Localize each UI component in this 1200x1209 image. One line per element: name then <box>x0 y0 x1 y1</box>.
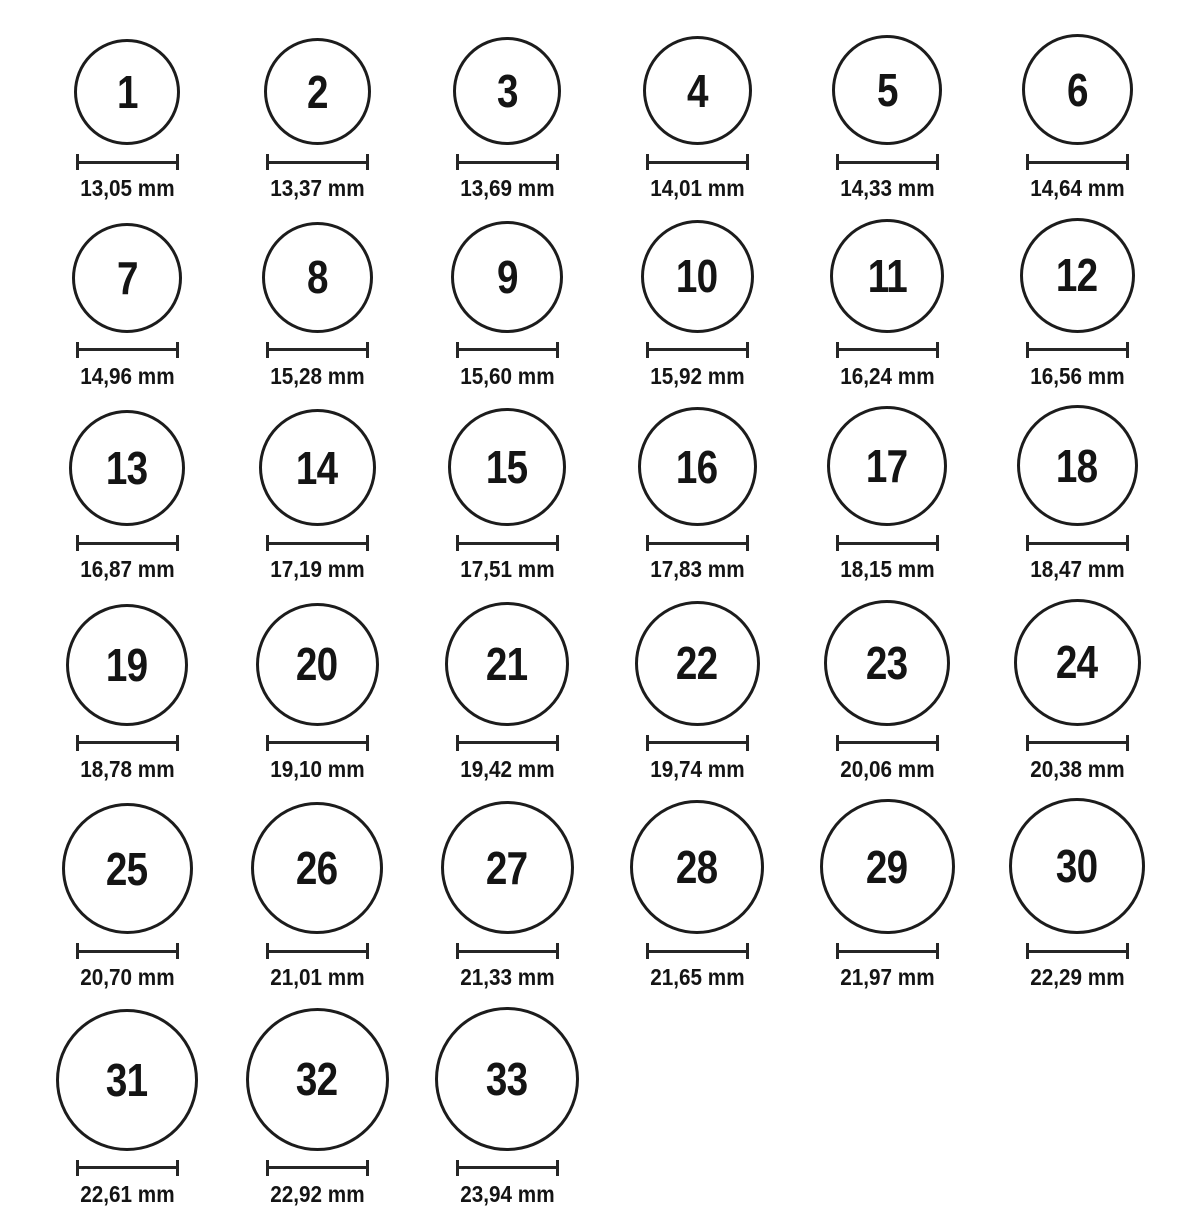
measure-line <box>459 950 556 953</box>
measure-tick-right-icon <box>176 535 179 551</box>
ring-size-item <box>602 407 792 584</box>
diameter-label: 16,56 mm <box>1029 362 1125 389</box>
measure-tick-right-icon <box>366 154 369 170</box>
measure-line <box>269 161 366 164</box>
ring-circle <box>435 1007 579 1151</box>
ring-size-item <box>222 38 412 203</box>
diameter-measure <box>836 735 939 751</box>
measure-line <box>649 542 746 545</box>
diameter-label: 20,38 mm <box>1029 755 1125 782</box>
ring-size-item <box>602 220 792 391</box>
diameter-measure <box>456 1160 559 1176</box>
ring-circle <box>445 602 569 726</box>
ring-size-item <box>412 1007 602 1209</box>
diameter-measure <box>266 943 369 959</box>
ring-size-row <box>32 218 1200 391</box>
measure-line <box>269 950 366 953</box>
ring-size-number: 5 <box>876 64 898 116</box>
ring-size-number: 21 <box>486 637 528 690</box>
diameter-label: 18,15 mm <box>839 556 935 583</box>
measure-tick-right-icon <box>556 154 559 170</box>
measure-line <box>649 741 746 744</box>
diameter-label: 16,24 mm <box>839 362 935 389</box>
measure-tick-right-icon <box>556 943 559 959</box>
diameter-measure <box>266 154 369 170</box>
diameter-measure <box>1026 342 1129 358</box>
diameter-label: 14,96 mm <box>79 362 175 389</box>
ring-size-number: 29 <box>866 840 908 893</box>
diameter-label: 15,28 mm <box>269 362 365 389</box>
measure-line <box>459 542 556 545</box>
ring-size-number: 14 <box>296 441 338 494</box>
measure-tick-right-icon <box>936 943 939 959</box>
measure-line <box>459 348 556 351</box>
ring-circle <box>1009 798 1145 934</box>
measure-line <box>459 161 556 164</box>
ring-circle <box>638 407 757 526</box>
measure-line <box>1029 741 1126 744</box>
ring-size-number: 7 <box>116 251 138 304</box>
diameter-measure <box>456 735 559 751</box>
ring-size-item <box>792 799 982 992</box>
diameter-label: 16,87 mm <box>79 556 175 583</box>
ring-size-item <box>222 1008 412 1209</box>
measure-line <box>459 741 556 744</box>
measure-tick-right-icon <box>366 943 369 959</box>
diameter-measure <box>266 735 369 751</box>
measure-tick-right-icon <box>746 342 749 358</box>
measure-tick-right-icon <box>936 154 939 170</box>
ring-size-number: 1 <box>116 66 138 118</box>
diameter-label: 15,60 mm <box>459 362 555 389</box>
diameter-measure <box>266 342 369 358</box>
diameter-label: 22,61 mm <box>79 1180 175 1207</box>
ring-size-number: 8 <box>306 251 328 304</box>
ring-circle <box>635 601 760 726</box>
ring-circle <box>66 604 188 726</box>
ring-size-item <box>982 798 1172 992</box>
diameter-label: 15,92 mm <box>649 362 745 389</box>
measure-tick-right-icon <box>746 943 749 959</box>
diameter-measure <box>1026 154 1129 170</box>
ring-size-number: 20 <box>296 638 338 691</box>
ring-circle <box>259 409 376 526</box>
ring-size-item <box>222 603 412 784</box>
ring-size-number: 30 <box>1056 840 1098 893</box>
diameter-measure <box>456 535 559 551</box>
ring-size-item <box>982 218 1172 391</box>
ring-size-row <box>32 798 1200 992</box>
diameter-label: 14,64 mm <box>1029 175 1125 201</box>
ring-size-item <box>32 1009 222 1209</box>
diameter-label: 14,33 mm <box>839 175 935 201</box>
diameter-measure <box>836 342 939 358</box>
measure-line <box>79 161 176 164</box>
ring-size-row <box>32 1007 1200 1209</box>
ring-size-item <box>792 219 982 391</box>
diameter-label: 20,70 mm <box>79 964 175 991</box>
ring-circle <box>643 36 752 145</box>
measure-line <box>839 348 936 351</box>
ring-circle <box>448 408 566 526</box>
measure-line <box>1029 348 1126 351</box>
measure-tick-right-icon <box>366 342 369 358</box>
measure-line <box>79 950 176 953</box>
ring-size-number: 19 <box>106 638 148 691</box>
diameter-measure <box>1026 735 1129 751</box>
ring-circle <box>1017 405 1138 526</box>
ring-size-item <box>222 802 412 992</box>
ring-size-item <box>412 37 602 203</box>
measure-tick-right-icon <box>1126 342 1129 358</box>
ring-size-number: 18 <box>1056 439 1098 492</box>
measure-tick-right-icon <box>176 154 179 170</box>
measure-line <box>269 1166 366 1169</box>
ring-size-item <box>792 406 982 584</box>
measure-tick-right-icon <box>176 735 179 751</box>
ring-circle <box>56 1009 198 1151</box>
measure-line <box>839 542 936 545</box>
diameter-measure <box>456 342 559 358</box>
diameter-label: 21,33 mm <box>459 964 555 991</box>
measure-tick-right-icon <box>746 735 749 751</box>
ring-size-number: 11 <box>867 249 907 302</box>
diameter-label: 22,92 mm <box>269 1180 365 1207</box>
diameter-label: 18,47 mm <box>1029 556 1125 583</box>
measure-tick-right-icon <box>1126 535 1129 551</box>
diameter-label: 17,51 mm <box>459 556 555 583</box>
ring-size-item <box>32 410 222 584</box>
diameter-label: 17,19 mm <box>269 556 365 583</box>
measure-tick-right-icon <box>176 1160 179 1176</box>
measure-line <box>269 542 366 545</box>
ring-circle <box>451 221 563 333</box>
ring-size-item <box>32 39 222 203</box>
ring-size-row <box>32 599 1200 784</box>
ring-size-item <box>982 34 1172 203</box>
measure-tick-right-icon <box>556 1160 559 1176</box>
diameter-label: 23,94 mm <box>459 1180 555 1207</box>
ring-size-number: 16 <box>676 440 718 493</box>
diameter-measure <box>836 943 939 959</box>
ring-size-number: 12 <box>1056 249 1098 302</box>
ring-size-row <box>32 34 1200 203</box>
diameter-measure <box>266 1160 369 1176</box>
measure-tick-right-icon <box>1126 943 1129 959</box>
diameter-measure <box>76 154 179 170</box>
ring-size-number: 10 <box>676 250 718 303</box>
ring-size-item <box>792 35 982 203</box>
measure-tick-right-icon <box>1126 735 1129 751</box>
diameter-measure <box>646 535 749 551</box>
measure-tick-right-icon <box>366 735 369 751</box>
ring-circle <box>256 603 379 726</box>
ring-size-item <box>602 800 792 992</box>
ring-size-number: 17 <box>866 440 908 493</box>
diameter-label: 21,97 mm <box>839 964 935 991</box>
measure-line <box>649 348 746 351</box>
ring-size-number: 26 <box>296 842 338 895</box>
ring-size-number: 28 <box>676 841 718 894</box>
measure-line <box>79 348 176 351</box>
ring-circle <box>641 220 754 333</box>
diameter-measure <box>266 535 369 551</box>
ring-size-number: 31 <box>106 1053 148 1106</box>
ring-size-number: 32 <box>296 1053 338 1106</box>
ring-circle <box>832 35 942 145</box>
measure-line <box>839 741 936 744</box>
ring-size-item <box>32 803 222 992</box>
diameter-measure <box>456 943 559 959</box>
measure-tick-right-icon <box>936 342 939 358</box>
ring-size-number: 23 <box>866 636 908 689</box>
ring-circle <box>827 406 947 526</box>
diameter-measure <box>646 943 749 959</box>
ring-size-number: 6 <box>1066 63 1088 116</box>
diameter-measure <box>1026 535 1129 551</box>
ring-circle <box>246 1008 389 1151</box>
ring-circle <box>820 799 955 934</box>
diameter-label: 20,06 mm <box>839 755 935 782</box>
ring-size-item <box>982 599 1172 784</box>
ring-size-number: 24 <box>1056 636 1098 689</box>
diameter-label: 21,01 mm <box>269 964 365 991</box>
diameter-label: 19,42 mm <box>459 755 555 782</box>
measure-line <box>269 741 366 744</box>
diameter-measure <box>836 535 939 551</box>
diameter-label: 17,83 mm <box>649 556 745 583</box>
measure-line <box>459 1166 556 1169</box>
diameter-label: 13,37 mm <box>269 175 365 201</box>
ring-size-item <box>32 223 222 391</box>
ring-size-item <box>602 601 792 784</box>
diameter-measure <box>1026 943 1129 959</box>
ring-size-item <box>412 221 602 391</box>
ring-circle <box>262 222 373 333</box>
measure-tick-right-icon <box>936 535 939 551</box>
measure-line <box>79 741 176 744</box>
diameter-measure <box>456 154 559 170</box>
measure-tick-right-icon <box>936 735 939 751</box>
diameter-measure <box>646 342 749 358</box>
measure-line <box>839 161 936 164</box>
ring-circle <box>264 38 371 145</box>
ring-size-number: 33 <box>486 1052 528 1105</box>
measure-tick-right-icon <box>746 154 749 170</box>
measure-line <box>649 950 746 953</box>
ring-size-number: 2 <box>306 65 328 118</box>
diameter-label: 18,78 mm <box>79 755 175 782</box>
ring-size-item <box>412 408 602 584</box>
ring-circle <box>251 802 383 934</box>
measure-tick-right-icon <box>556 535 559 551</box>
measure-line <box>1029 542 1126 545</box>
ring-size-item <box>982 405 1172 584</box>
ring-circle <box>69 410 185 526</box>
ring-size-item <box>412 801 602 992</box>
measure-line <box>649 161 746 164</box>
diameter-measure <box>836 154 939 170</box>
diameter-label: 13,05 mm <box>79 175 175 201</box>
ring-circle <box>453 37 561 145</box>
diameter-label: 22,29 mm <box>1029 964 1125 991</box>
ring-circle <box>830 219 944 333</box>
ring-circle <box>630 800 764 934</box>
ring-circle <box>74 39 180 145</box>
ring-circle <box>1020 218 1135 333</box>
ring-size-number: 22 <box>676 637 718 690</box>
measure-line <box>1029 950 1126 953</box>
diameter-label: 21,65 mm <box>649 964 745 991</box>
diameter-label: 14,01 mm <box>649 175 745 201</box>
measure-line <box>269 348 366 351</box>
ring-circle <box>824 600 950 726</box>
ring-size-item <box>412 602 602 784</box>
measure-line <box>1029 161 1126 164</box>
ring-size-item <box>32 604 222 784</box>
ring-size-number: 13 <box>106 442 148 495</box>
measure-line <box>79 1166 176 1169</box>
measure-tick-right-icon <box>366 1160 369 1176</box>
ring-circle <box>72 223 182 333</box>
ring-size-number: 4 <box>686 64 708 117</box>
diameter-measure <box>76 943 179 959</box>
ring-size-number: 25 <box>106 842 148 895</box>
ring-size-item <box>222 222 412 391</box>
measure-tick-right-icon <box>176 943 179 959</box>
ring-circle <box>62 803 193 934</box>
ring-circle <box>441 801 574 934</box>
measure-tick-right-icon <box>366 535 369 551</box>
ring-circle <box>1014 599 1141 726</box>
measure-tick-right-icon <box>176 342 179 358</box>
diameter-label: 19,10 mm <box>269 755 365 782</box>
ring-size-item <box>792 600 982 784</box>
measure-tick-right-icon <box>556 342 559 358</box>
ring-size-item <box>602 36 792 203</box>
diameter-label: 13,69 mm <box>459 175 555 201</box>
measure-tick-right-icon <box>746 535 749 551</box>
diameter-measure <box>76 535 179 551</box>
ring-size-number: 27 <box>486 841 528 894</box>
ring-size-number: 3 <box>496 65 518 117</box>
measure-line <box>839 950 936 953</box>
diameter-measure <box>76 735 179 751</box>
diameter-measure <box>76 1160 179 1176</box>
diameter-measure <box>646 735 749 751</box>
ring-size-item <box>222 409 412 584</box>
diameter-measure <box>646 154 749 170</box>
diameter-label: 19,74 mm <box>649 755 745 782</box>
diameter-measure <box>76 342 179 358</box>
measure-tick-right-icon <box>556 735 559 751</box>
measure-tick-right-icon <box>1126 154 1129 170</box>
measure-line <box>79 542 176 545</box>
ring-size-row <box>32 405 1200 584</box>
ring-size-number: 9 <box>496 250 518 303</box>
ring-circle <box>1022 34 1133 145</box>
ring-size-number: 15 <box>486 441 528 494</box>
